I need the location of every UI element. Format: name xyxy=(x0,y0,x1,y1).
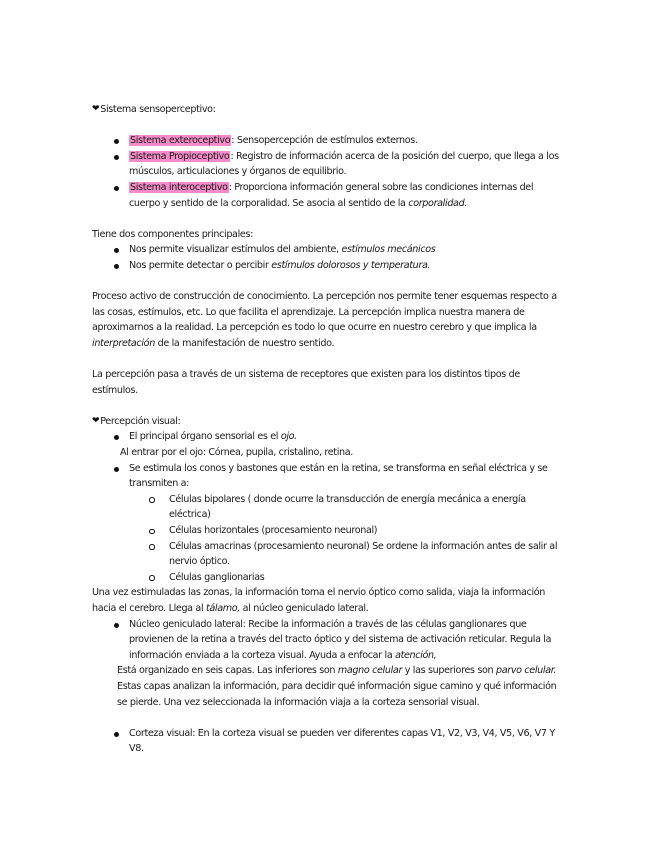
paragraph-perception xyxy=(92,289,563,351)
list-item xyxy=(92,461,563,586)
list-item: Corteza visual: En la corteza visual se pueden ver diferentes capas V1, V2, V3, V4, V5, V6, V7 Y V8. xyxy=(92,726,563,757)
visual-list-2 xyxy=(92,461,563,586)
paragraph-text: Estas capas analizan la información, para decidir qué información sigue camino y qué información se pierde. Una vez seleccionada la información viaja a la corteza sensorial visual. xyxy=(117,680,557,708)
sensory-systems-list xyxy=(92,133,563,211)
section-heading-percepcion-visual xyxy=(92,414,563,430)
list-item xyxy=(92,242,563,258)
paragraph-emphasis: parvo celular. xyxy=(495,665,557,677)
item-emphasis: estímulos mecánicos xyxy=(341,244,436,256)
section-heading-sensoperceptivo xyxy=(92,102,563,118)
list-item xyxy=(92,429,563,445)
paragraph-text: Una vez estimuladas las zonas, la información toma el nervio óptico como salida, viaja la información hacia el cerebro. Llega al xyxy=(92,587,546,614)
item-text: Nos permite detectar o percibir xyxy=(129,259,272,271)
components-intro: Tiene dos componentes principales: xyxy=(92,228,253,240)
item-text: El principal órgano sensorial es el xyxy=(129,431,281,443)
item-text: Nos permite visualizar estímulos del ambiente, xyxy=(129,244,342,256)
cell-item: Células ganglionarias xyxy=(129,570,563,586)
item-emphasis: estímulos dolorosos y temperatura. xyxy=(271,259,431,271)
highlight-term: Sistema Propioceptivo xyxy=(130,150,230,162)
heading-text: Percepción visual: xyxy=(100,415,181,427)
paragraph-emphasis: tálamo, xyxy=(205,603,240,614)
highlight-term: Sistema interoceptivo xyxy=(130,181,228,193)
item-text: : Proporciona información general sobre las condiciones internas del cuerpo y sentido de la corporalidad. Se asocia al sentido de la xyxy=(129,181,534,209)
paragraph-text: y las superiores son xyxy=(402,665,496,677)
list-item xyxy=(92,133,563,149)
item-emphasis: ojo. xyxy=(280,431,297,443)
heart-icon: ❤ xyxy=(92,104,100,114)
paragraph-emphasis: interpretación xyxy=(92,337,155,349)
list-item xyxy=(92,617,563,664)
cell-item: Células horizontales (procesamiento neuronal) xyxy=(129,523,563,539)
list-item xyxy=(92,149,563,180)
item-text: : Registro de información acerca de la posición del cuerpo, que llega a los músculos, articulaciones y órganos de equilibrio. xyxy=(129,150,559,178)
paragraph-after-stimulation xyxy=(92,585,563,616)
paragraph-tail: de la manifestación de nuestro sentido. xyxy=(154,337,335,349)
eye-path-line: Al entrar por el ojo: Córnea, pupila, cristalino, retina. xyxy=(120,447,353,459)
item-text: Se estimula los conos y bastones que están en la retina, se transforma en señal eléctrica y se transmiten a: xyxy=(129,462,548,490)
paragraph-text: Está organizado en seis capas. Las inferiores son xyxy=(117,665,338,677)
cells-list xyxy=(129,492,563,586)
cell-item: Células bipolares ( donde ocurre la transducción de energía mecánica a energía eléctrica) xyxy=(129,492,563,523)
paragraph-text: Proceso activo de construcción de conocimiento. La percepción nos permite tener esquemas respecto a las cosas, estímulos, etc. Lo que facilita el aprendizaje. La percepción implica nuestra manera de aproximarnos a la realidad. La percepción es todo lo que ocurre en nuestro cerebro y que implica la xyxy=(92,291,557,334)
item-emphasis: atención, xyxy=(395,649,437,661)
highlight-term: Sistema exteroceptivo xyxy=(130,135,231,147)
ngl-list xyxy=(92,617,563,664)
paragraph-receptors: La percepción pasa a través de un sistema de receptores que existen para los distintos tipos de estímulos. xyxy=(92,369,520,396)
cortex-list xyxy=(92,726,563,757)
ngl-layers-paragraph xyxy=(92,663,563,710)
list-item xyxy=(92,180,563,211)
paragraph-tail: al núcleo geniculado lateral. xyxy=(239,603,369,614)
heading-text: Sistema sensoperceptivo: xyxy=(100,104,216,115)
cell-item: Células amacrinas (procesamiento neuronal) Se ordene la información antes de salir al nervio óptico. xyxy=(129,539,563,570)
paragraph-emphasis: magno celular xyxy=(337,665,403,677)
item-text: Núcleo geniculado lateral: Recibe la información a través de las células ganglionares que provienen de la retina a través del tracto óptico y del sistema de activación reticular. Regula la información enviada a la corteza visual. Ayuda a enfocar la xyxy=(129,618,552,661)
visual-list xyxy=(92,429,563,445)
list-item xyxy=(92,258,563,274)
item-text: : Sensopercepción de estímulos externos. xyxy=(231,135,418,147)
heart-icon: ❤ xyxy=(92,415,100,426)
components-list xyxy=(92,242,563,273)
item-emphasis: corporalidad. xyxy=(408,197,468,209)
